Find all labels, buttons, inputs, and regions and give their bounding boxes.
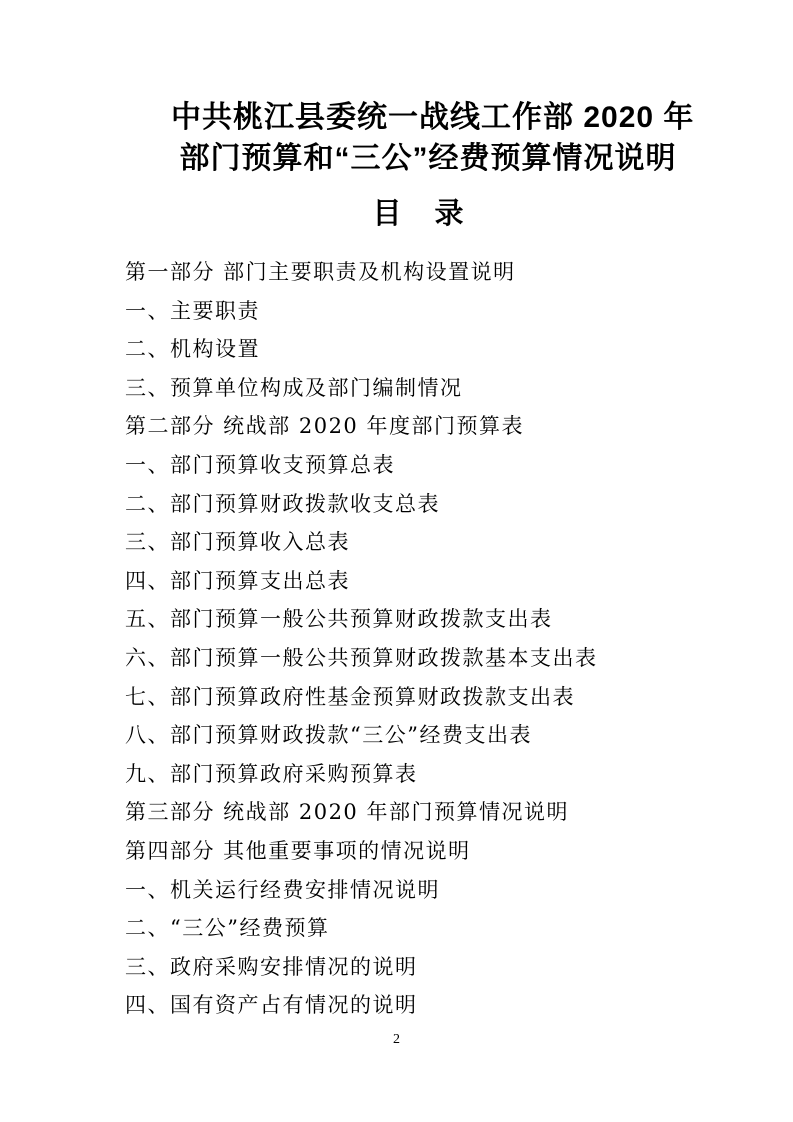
toc-entry: 九、部门预算政府采购预算表	[125, 761, 418, 786]
toc-entry: 四、国有资产占有情况的说明	[125, 993, 418, 1018]
toc-entry: 三、预算单位构成及部门编制情况	[125, 375, 463, 400]
toc-entry: 二、部门预算财政拨款收支总表	[125, 491, 440, 516]
toc-entry: 八、部门预算财政拨款“三公”经费支出表	[125, 723, 532, 748]
toc-entry: 三、部门预算收入总表	[125, 530, 350, 555]
toc-entry: 二、机构设置	[125, 337, 260, 362]
toc-entry-part4: 第四部分 其他重要事项的情况说明	[125, 838, 471, 863]
page-number: 2	[393, 1032, 400, 1047]
toc-entry: 三、政府采购安排情况的说明	[125, 954, 418, 979]
toc-entry-part3: 第三部分 统战部 2020 年部门预算情况说明	[125, 800, 569, 825]
toc-entry-part1: 第一部分 部门主要职责及机构设置说明	[125, 260, 516, 284]
toc-heading: 目 录	[372, 198, 466, 230]
document-title-line-2: 部门预算和“三公”经费预算情况说明	[179, 142, 677, 175]
toc-entry: 一、主要职责	[125, 298, 260, 323]
toc-entry: 一、部门预算收支预算总表	[125, 452, 395, 477]
toc-entry: 六、部门预算一般公共预算财政拨款基本支出表	[125, 645, 598, 670]
toc-entry-part2: 第二部分 统战部 2020 年度部门预算表	[125, 414, 524, 439]
toc-entry: 二、“三公”经费预算	[125, 916, 330, 941]
toc-entry: 四、部门预算支出总表	[125, 568, 350, 593]
toc-entry: 一、机关运行经费安排情况说明	[125, 877, 440, 902]
toc-entry: 七、部门预算政府性基金预算财政拨款支出表	[125, 684, 575, 709]
document-title	[125, 97, 695, 179]
toc-list	[125, 253, 733, 1025]
toc-entry: 五、部门预算一般公共预算财政拨款支出表	[125, 607, 553, 632]
document-title-line-1: 中共桃江县委统一战线工作部 2020 年	[171, 101, 695, 134]
